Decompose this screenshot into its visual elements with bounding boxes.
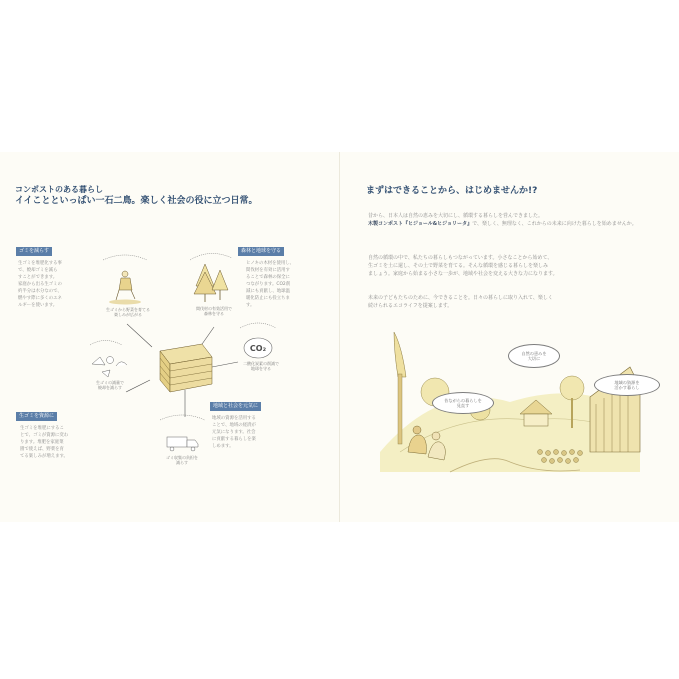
left-title-line1: コンポストのある暮らし xyxy=(15,185,103,194)
cycle-diagram xyxy=(0,152,339,522)
caption-gardening: 生ゴミから野菜を育てる 楽しみが広がる xyxy=(106,307,150,317)
speech-bubble-local-resources: 地域の資源を 活かす暮らし xyxy=(594,374,660,396)
co2-illustration xyxy=(240,323,276,358)
left-page xyxy=(0,152,339,522)
garbage-truck-illustration xyxy=(160,415,205,451)
section-body-community: 地域の資源を活用する ことで、地域の経済が 元気になります。社会 に貢献する暮らしを楽 しめます。 xyxy=(212,416,256,449)
section-body-reduce-waste: 生ゴミを堆肥化する事 で、焼却ゴミを減ら すことができます。 家庭から出る生ゴミの 約半分は水分なので、 燃やす際に多くのエネ ルギーを使います。 xyxy=(18,261,62,308)
small-house xyxy=(524,414,548,426)
caption-co2: 二酸化炭素の削減で 地球を守る xyxy=(243,361,279,371)
tall-tree xyxy=(394,332,406,444)
right-paragraph-1: 自然の循環の中で、私たちの暮らしもつながっています。小さなことから始めて、 生ゴミを土に還し、その土で野菜を育てる。そんな循環を感じる暮らしを楽しみ ましょう。家庭から始まる小さな一歩が、地域や社会を変える大きな力になります。 xyxy=(368,255,558,277)
section-label-forest: 森林と地球を守る xyxy=(238,247,284,256)
speech-bubble-old-ways: 昔ながらの暮らしを 見直す xyxy=(432,392,494,414)
section-label-resource: 生ゴミを資源に xyxy=(16,412,57,421)
caption-truck: ゴミ収集の負担を 減らす xyxy=(166,455,198,465)
right-intro-1: 昔から、日本人は自然の恵みを大切にし、循環する暮らしを営んできました。 xyxy=(368,213,544,219)
left-title-line2: イイことといっぱい一石二鳥。楽しく社会の役に立つ日常。 xyxy=(15,196,258,206)
product-name: 木製コンポスト『ヒジョール&ヒジョリータ』 xyxy=(368,221,473,227)
gardening-person-illustration xyxy=(103,255,147,305)
co2-mark: CO₂ xyxy=(249,344,267,353)
caption-waste: 生ゴミの減量で 焼却を減らす xyxy=(96,380,124,390)
section-label-community: 地域と社会を元気に xyxy=(210,402,261,411)
trees-illustration xyxy=(190,253,232,302)
right-paragraph-2: 未来の子どもたちのために、今できることを。日々の暮らしに取り入れて、楽しく 続けられるエコライフを提案します。 xyxy=(368,295,553,309)
waste-illustration xyxy=(90,341,127,378)
tree-trunk xyxy=(571,398,573,428)
section-body-forest: ヒノキの木材を使用し、 間伐材を有効に活用す ることで森林の保全に つながります。CO2削 減にも貢献し、地球温 暖化防止にも役立ちま す。 xyxy=(246,261,295,308)
right-intro-2-text: で、楽しく、無理なく、これからの未来に向けた暮らしを始めませんか。 xyxy=(472,221,637,227)
landscape-illustration xyxy=(340,152,679,522)
section-label-reduce-waste: ゴミを減らす xyxy=(16,247,52,256)
right-page xyxy=(340,152,679,522)
compost-box-illustration xyxy=(160,344,212,392)
round-tree xyxy=(560,376,584,400)
section-body-resource: 生ゴミを堆肥にするこ とで、ゴミが資源に変わ ります。堆肥を家庭菜 園で使えば、野菜を育 てる楽しみが増えます。 xyxy=(20,426,69,459)
speech-bubble-nature: 自然の恵みを 大切に xyxy=(508,344,560,368)
caption-trees: 間伐材の有効活用で 森林を守る xyxy=(196,306,232,316)
right-title: まずはできることから、はじめませんか!? xyxy=(366,186,538,196)
